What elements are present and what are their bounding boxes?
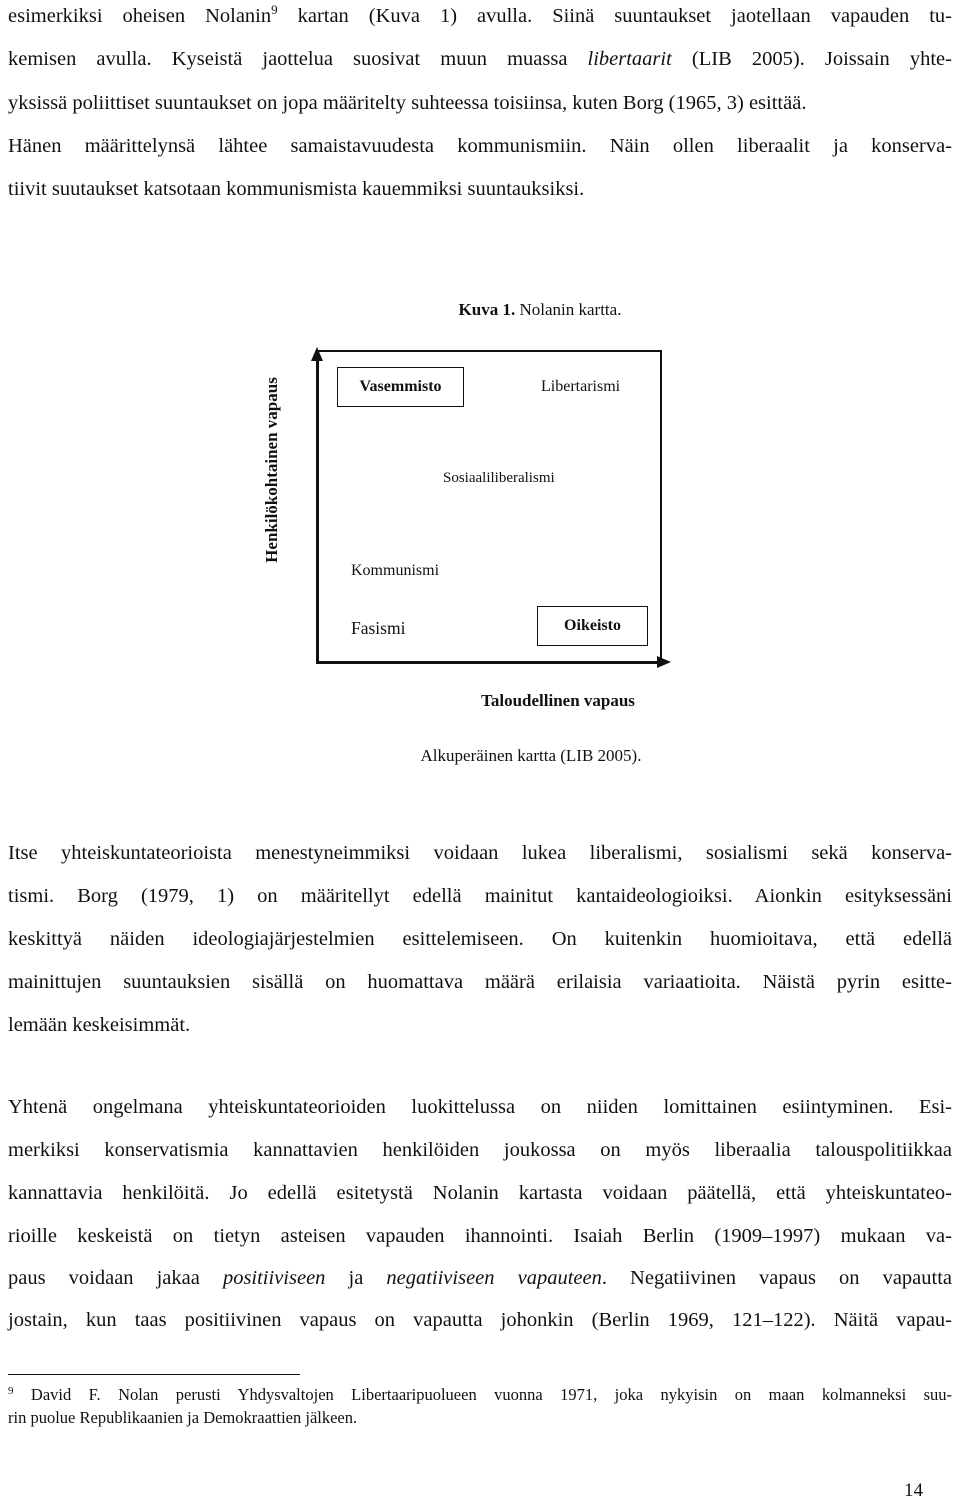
para3-line3: kannattavia henkilöitä. Jo edellä esitetystä Nolanin kartasta voidaan päätellä, että yhteiskuntateo- — [8, 1182, 952, 1204]
label-libertarismi: Libertarismi — [541, 378, 621, 395]
para3-line1: Yhtenä ongelmana yhteiskuntateorioiden luokittelussa on niiden lomittainen esiintyminen. Esi- — [8, 1096, 952, 1118]
label-sosiaaliliberalismi: Sosiaaliliberalismi — [443, 470, 555, 486]
label-fasismi: Fasismi — [351, 618, 406, 638]
y-axis — [316, 360, 319, 664]
y-axis-arrow-icon — [311, 347, 323, 361]
page-number: 14 — [904, 1480, 923, 1501]
footnote-line1: $^9$ David F. Nolan perusti Yhdysvaltojen Libertaaripuolueen vuonna 1971, joka nykyisin on maan kolmanneksi suu- — [8, 1385, 952, 1404]
para1-line5: tiivit suutaukset katsotaan kommunismista kauemmiksi suuntauksiksi. — [8, 178, 585, 200]
para2-line2: tismi. Borg (1979, 1) on määritellyt edellä mainitut kantaideologioiksi. Aionkin esityksessäni — [8, 885, 952, 907]
para3-line2: merkiksi konservatismia kannattavien henkilöiden joukossa on myös liberaalia talouspolitiikkaa — [8, 1139, 952, 1161]
label-oikeisto: Oikeisto — [537, 606, 648, 646]
footnote-line2: rin puolue Republikaanien ja Demokraattien jälkeen. — [8, 1408, 358, 1427]
para1-line3: yksissä poliittiset suuntaukset on jopa määritelty suhteessa toisiinsa, kuten Borg (1965, 3) esittää. — [8, 92, 807, 114]
footnote-ref[interactable]: 9 — [271, 2, 278, 17]
x-axis-label: Taloudellinen vapaus — [481, 691, 635, 710]
x-axis-arrow-icon — [657, 656, 671, 668]
para1-line1: esimerkiksi oheisen Nolanin$^9$ kartan (Kuva 1) avulla. Siinä suuntaukset jaotellaan vapauden tu- — [8, 2, 952, 27]
label-vasemmisto: Vasemmisto — [337, 367, 464, 407]
para3-line4: rioille keskeistä on tietyn asteisen vapauden ihannointi. Isaiah Berlin (1909–1997) mukaan va- — [8, 1225, 952, 1247]
para2-line4: mainittujen suuntauksien sisällä on huomattava määrä erilaisia variaatioita. Näistä pyrin esitte- — [8, 971, 952, 993]
para1-line4: Hänen määrittelynsä lähtee samaistavuudesta kommunismiin. Näin ollen liberaalit ja konserva- — [8, 135, 952, 157]
para3-line5: paus voidaan jakaa positiiviseen ja negatiiviseen vapauteen. Negatiivinen vapaus on vapautta — [8, 1267, 953, 1289]
para2-line5: lemään keskeisimmät. — [8, 1014, 191, 1036]
para1-line2: kemisen avulla. Kyseistä jaottelua suosivat muun muassa libertaarit (LIB 2005). Joissain yhte- — [8, 48, 952, 70]
figure-source: Alkuperäinen kartta (LIB 2005). — [420, 746, 642, 765]
para3-line6: jostain, kun taas positiivinen vapaus on vapautta johonkin (Berlin 1969, 121–122). Näitä vapau- — [8, 1309, 952, 1331]
para2-line3: keskittyä näiden ideologiajärjestelmien esittelemiseen. On kuitenkin huomioitava, että edellä — [8, 928, 952, 950]
x-axis — [316, 661, 660, 664]
para2-line1: Itse yhteiskuntateorioista menestyneimmiksi voidaan lukea liberalismi, sosialismi sekä konserva- — [8, 842, 952, 864]
label-kommunismi: Kommunismi — [351, 562, 440, 579]
footnote-divider — [8, 1374, 300, 1375]
figure-title: Kuva 1. Nolanin kartta. — [458, 300, 622, 319]
